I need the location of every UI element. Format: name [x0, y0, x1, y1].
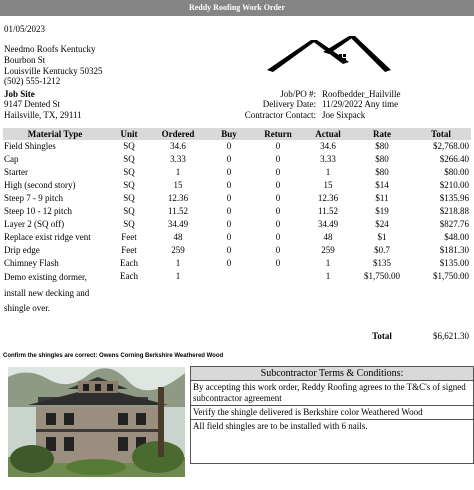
cell-material: Layer 2 (SQ off): [4, 219, 65, 229]
customer-phone: (502) 555-1212: [4, 76, 61, 86]
job-site-street: 9147 Dented St: [4, 99, 60, 109]
cell-rate: $14: [375, 180, 389, 190]
shingle-confirm-note: Confirm the shingles are correct: Owens Corning Berkshire Weathered Wood: [3, 353, 224, 359]
terms-heading: Subcontractor Terms & Conditions:: [191, 367, 473, 381]
cell-unit: Feet: [121, 245, 137, 255]
cell-ordered: 34.6: [170, 141, 186, 151]
cell-rate: $11: [375, 193, 389, 203]
cell-actual: 34.6: [320, 141, 336, 151]
cell-rate: $80: [375, 141, 389, 151]
cell-ordered: 3.33: [170, 154, 186, 164]
cell-actual: 259: [321, 245, 335, 255]
cell-return: 0: [275, 167, 281, 177]
house-logo-icon: [265, 34, 393, 76]
cell-ordered: 15: [173, 180, 183, 190]
table-row: [3, 179, 471, 192]
po-label: Job/PO #:: [280, 89, 316, 99]
cell-material: High (second story): [4, 180, 76, 190]
cell-actual: 1: [325, 271, 331, 281]
cell-rate: $80: [375, 154, 389, 164]
cell-actual: 34.49: [317, 219, 339, 229]
cell-unit: SQ: [123, 180, 135, 190]
cell-return: 0: [275, 245, 281, 255]
cell-buy: 0: [226, 245, 232, 255]
demo-line: install new decking and: [4, 287, 90, 298]
terms-item: Verify the shingle delivered is Berkshire color Weathered Wood: [191, 406, 473, 420]
cell-material: Field Shingles: [4, 141, 56, 151]
cell-buy: 0: [226, 154, 232, 164]
header-rate: Rate: [353, 128, 411, 140]
header-material: Material Type: [3, 128, 107, 140]
cell-unit: Feet: [121, 232, 137, 242]
cell-total: $181.30: [439, 245, 469, 255]
table-row: [3, 140, 471, 153]
cell-unit: Each: [120, 271, 138, 281]
cell-rate: $19: [375, 206, 389, 216]
table-row: [3, 270, 471, 317]
cell-rate: $135: [373, 258, 391, 268]
cell-ordered: 11.52: [168, 206, 188, 216]
materials-table: [3, 128, 471, 343]
cell-total: $827.76: [439, 219, 469, 229]
po-value: Roofbedder_Hailville: [322, 89, 401, 99]
delivery-label: Delivery Date:: [262, 99, 316, 109]
table-row: [3, 257, 471, 270]
cell-buy: 0: [226, 258, 232, 268]
customer-street: Bourbon St: [4, 55, 46, 65]
delivery-value: 11/29/2022 Any time: [322, 99, 399, 109]
cell-unit: SQ: [123, 154, 135, 164]
cell-buy: 0: [226, 141, 232, 151]
cell-unit: SQ: [123, 206, 135, 216]
cell-return: 0: [275, 193, 281, 203]
cell-rate: $1,750.00: [364, 271, 400, 281]
cell-total: $135.00: [439, 258, 469, 268]
cell-return: 0: [275, 219, 281, 229]
table-row: [3, 244, 471, 257]
job-site-city: Hailsville, TX, 29111: [4, 110, 82, 120]
demo-line: shingle over.: [4, 303, 50, 313]
cell-material: Replace exist ridge vent: [4, 232, 91, 242]
cell-buy: 0: [226, 193, 232, 203]
table-row: [3, 205, 471, 218]
contact-label: Contractor Contact:: [244, 110, 316, 120]
cell-total: $266.40: [439, 154, 469, 164]
cell-buy: [205, 270, 253, 317]
header-unit: Unit: [107, 128, 151, 140]
cell-actual: 11.52: [318, 206, 338, 216]
cell-ordered: 34.49: [167, 219, 189, 229]
cell-buy: 0: [226, 232, 232, 242]
header-buy: Buy: [205, 128, 253, 140]
cell-actual: 3.33: [320, 154, 336, 164]
cell-actual: 15: [323, 180, 333, 190]
cell-ordered: 1: [175, 258, 181, 268]
cell-material: Steep 10 - 12 pitch: [4, 206, 72, 216]
cell-ordered: 48: [173, 232, 183, 242]
cell-actual: 48: [323, 232, 333, 242]
cell-return: 0: [275, 154, 281, 164]
cell-buy: 0: [226, 219, 232, 229]
cell-total: $1,750.00: [433, 271, 469, 281]
cell-return: 0: [275, 141, 281, 151]
cell-material: Chimney Flash: [4, 258, 59, 268]
cell-return: 0: [275, 180, 281, 190]
work-order-title: Reddy Roofing Work Order: [0, 0, 474, 16]
cell-total: $80.00: [444, 167, 469, 177]
cell-return: 0: [275, 232, 281, 242]
cell-buy: 0: [226, 167, 232, 177]
cell-return: 0: [275, 258, 281, 268]
job-site-heading: Job Site: [4, 89, 35, 99]
cell-buy: 0: [226, 206, 232, 216]
total-label: Total: [372, 330, 392, 341]
cell-ordered: 1: [175, 167, 181, 177]
cell-total: $48.00: [444, 232, 469, 242]
header-ordered: Ordered: [151, 128, 205, 140]
contact-value: Joe Sixpack: [322, 110, 366, 120]
cell-ordered: 1: [175, 271, 181, 281]
cell-actual: 1: [325, 167, 331, 177]
cell-unit: SQ: [123, 167, 135, 177]
header-actual: Actual: [303, 128, 353, 140]
table-row: [3, 218, 471, 231]
cell-material: Drip edge: [4, 245, 40, 255]
cell-actual: 12.36: [317, 193, 339, 203]
table-row: [3, 192, 471, 205]
terms-box: [190, 366, 474, 464]
cell-actual: 1: [325, 258, 331, 268]
cell-rate: $24: [375, 219, 389, 229]
cell-material: Steep 7 - 9 pitch: [4, 193, 63, 203]
cell-unit: SQ: [123, 193, 135, 203]
terms-item: By accepting this work order, Reddy Roofing agrees to the T&C's of signed subcontractor agreement: [191, 381, 473, 406]
cell-rate: $1: [377, 232, 387, 242]
cell-total: $135.96: [439, 193, 469, 203]
header-return: Return: [253, 128, 303, 140]
cell-ordered: 259: [171, 245, 185, 255]
cell-unit: SQ: [123, 141, 135, 151]
cell-unit: SQ: [123, 219, 135, 229]
house-photo: [8, 367, 185, 477]
cell-buy: 0: [226, 180, 232, 190]
cell-rate: $0.7: [374, 245, 390, 255]
cell-material: Starter: [4, 167, 28, 177]
table-row: [3, 231, 471, 244]
cell-unit: Each: [120, 258, 138, 268]
total-row: [3, 330, 471, 343]
customer-name: Needmo Roofs Kentucky: [4, 44, 96, 54]
customer-city: Louisville Kentucky 50325: [4, 66, 103, 76]
cell-return: [253, 270, 303, 317]
cell-return: 0: [275, 206, 281, 216]
cell-material: Cap: [4, 154, 19, 164]
cell-total: $2,768.00: [433, 141, 469, 151]
table-row: [3, 166, 471, 179]
cell-rate: $80: [375, 167, 389, 177]
table-header-row: [3, 128, 471, 140]
terms-item: All field shingles are to be installed with 6 nails.: [193, 421, 368, 431]
table-row: [3, 153, 471, 166]
cell-total: $210.00: [439, 180, 469, 190]
demo-line: Demo existing dormer,: [4, 272, 87, 282]
cell-ordered: 12.36: [167, 193, 189, 203]
cell-total: $218.88: [439, 206, 469, 216]
header-total: Total: [411, 128, 471, 140]
order-date: 01/05/2023: [4, 24, 46, 34]
total-value: $6,621.30: [433, 330, 469, 341]
